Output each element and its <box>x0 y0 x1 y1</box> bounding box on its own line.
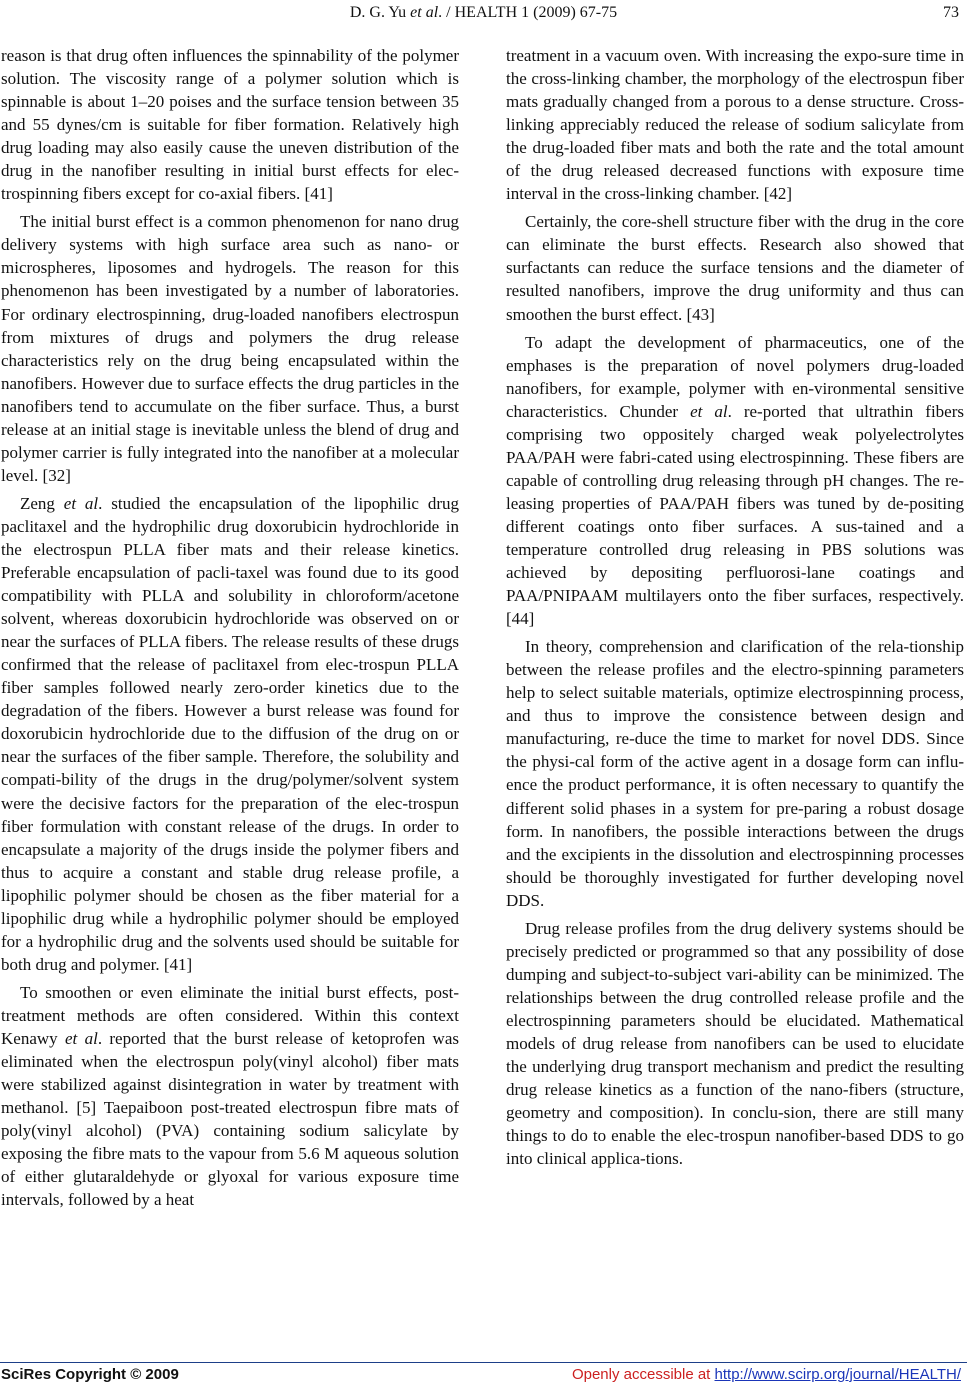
footer-copyright: SciRes Copyright © 2009 <box>1 1366 179 1383</box>
left-column <box>1 44 459 1216</box>
left-paragraph-3 <box>1 492 459 976</box>
paragraph-text: . re-ported that ultrathin fibers comprising two oppositely charged weak polyelectrolytes PAA/PAH were fabri-cated using electrospinning. These fibers are capable of controlling drug releasing through pH changes. The re-leasing properties of PAA/PAH fibers was tuned by de-positing different coatings onto fiber surfaces. A sus-tained and a temperature controlled drug releasing in PBS solutions was achieved by depositing perfluorosi-lane coatings and PAA/PNIPAAM multilayers onto the fiber surfaces, respectively. [44] <box>506 401 964 629</box>
etal-italic: et al <box>64 1028 98 1048</box>
paragraph-text: To adapt the development of pharmaceutics, one of the emphases is the preparation of novel polymers drug-loaded nanofibers, for example, polymer with en-vironmental sensitive characteristics. Chunder <box>506 332 964 421</box>
left-paragraph-4 <box>1 981 459 1211</box>
footer-rule <box>0 1362 967 1363</box>
left-paragraph-2: The initial burst effect is a common phenomenon for nano drug delivery systems with high surface area such as nano- or microspheres, liposomes and hydrogels. The reason for this phenomenon has been investigated by a number of laboratories. For ordinary electrospinning, drug-loaded nanofibers electrospun from mixtures of drugs and polymers the drug release characteristics rely on the drug being encapsulated within the nanofibers. However due to surface effects the drug particles in the nanofibers tend to accumulate on the fiber surface. Thus, a burst release at an initial stage is inevitable unless the blend of drug and polymer carrier is fully integrated into the nanofiber at a molecular level. [32] <box>1 212 459 485</box>
paragraph-text: . studied the encapsulation of the lipophilic drug paclitaxel and the hydrophilic drug doxorubicin hydrochloride in the electrospun PLLA fiber mats and their release kinetics. Preferable encapsulation of pacli-taxel was found due to its good compatibility with PLLA and solubility in chloroform/acetone solvent, whereas doxorubicin hydrochloride was observed on or near the surfaces of PLLA fibers. The release results of these drugs confirmed that the release of paclitaxel from elec-trospun PLLA fiber samples followed nearly zero-order kinetics due to the degradation of the fibers. However a burst release was found for doxorubicin hydrochloride due to the diffusion of the drug on or near the surfaces of the fiber sample. Therefore, the solubility and compati-bility of the drugs in the drug/polymer/solvent system were the decisive factors for the preparation of the elec-trospun fiber formulation with constant release of the drugs. In order to encapsulate a majority of the drugs inside the polymer fibers and thus to acquire a constant and stable drug release profile, a lipophilic polymer should be chosen as the fiber material for a lipophilic drug while a hydrophilic polymer should be employed for a hydrophilic drug and the solvents used should be suitable for both drug and polymer. [41] <box>1 493 459 974</box>
footer-access-text: Openly accessible at <box>571 1366 715 1383</box>
paragraph-text: Zeng <box>20 493 64 513</box>
running-head <box>0 3 967 23</box>
paragraph-text: To smoothen or even eliminate the initial burst effects, post-treatment methods are often considered. Within this context Kenawy <box>1 982 459 1048</box>
paragraph-text: . reported that the burst release of ketoprofen was eliminated when the electrospun poly(vinyl alcohol) fiber mats were stabilized against disintegration in water by treatment with methanol. [5] Taepaiboon post-treated electrospun fibre mats of poly(vinyl alcohol) (PVA) containing sodium salicylate by exposing the fibre mats to the vapour from 5.6 M aqueous solution of either glutaraldehyde or glyoxal for various exposure time intervals, followed by a heat <box>1 1028 459 1210</box>
right-column <box>506 44 964 1175</box>
right-paragraph-1: treatment in a vacuum oven. With increasing the expo-sure time in the cross-linking chamber, the morphology of the electrospun fiber mats gradually changed from a porous to a dense structure. Cross-linking appreciably reduced the release of sodium salicylate from the drug-loaded fiber mats and both the rate and the total amount of the drug released decreased functions with exposure time interval in the cross-linking chamber. [42] <box>506 46 964 204</box>
right-paragraph-3 <box>506 331 964 631</box>
left-paragraph-1: reason is that drug often influences the spinnability of the polymer solution. The viscosity range of a polymer solution which is spinnable is about 1–20 poises and the surface tension between 35 and 55 dynes/cm is suitable for fiber formation. Relatively high drug loading may also easily cause the uneven distribution of the drug in the nanofiber resulting in initial burst effects for elec-trospinning fibers except for co-axial fibers. [41] <box>1 46 459 204</box>
running-head-citation: . / HEALTH 1 (2009) 67-75 <box>438 4 618 21</box>
running-head-author: D. G. Yu <box>349 4 411 21</box>
footer-access <box>572 1366 961 1383</box>
running-head-etal: et al <box>410 4 439 21</box>
etal-italic: et al <box>690 401 728 421</box>
right-paragraph-2: Certainly, the core-shell structure fiber with the drug in the core can eliminate the burst effects. Research also showed that surfactants can reduce the surface tensions and the diameter of resulted nanofibers, improve the drug uniformity and thus can smoothen the burst effect. [43] <box>506 212 964 324</box>
etal-italic: et al <box>63 493 99 513</box>
right-paragraph-5: Drug release profiles from the drug delivery systems should be precisely predicted or programmed so that any possibility of dose dumping and subject-to-subject vari-ability can be minimized. The relationships between the drug controlled release profile and the electrospinning parameters should be elucidated. Mathematical models of drug release from nanofibers can be used to elucidate the underlying drug transport mechanism and predict the resulting drug release kinetics as a function of the nano-fibers (structure, geometry and composition). In conclu-sion, there are still many things to do to enable the elec-trospun nanofiber-based DDS to go into clinical applica-tions. <box>506 918 964 1169</box>
journal-link[interactable]: http://www.scirp.org/journal/HEALTH/ <box>714 1366 961 1383</box>
right-paragraph-4: In theory, comprehension and clarification of the rela-tionship between the release profiles and the electro-spinning parameters help to select suitable materials, optimize electrospinning process, and thus to improve the consistence between design and manufacturing, re-duce the time to market for novel DDS. Since the physi-cal form of the active agent in a dosage form can influ-ence the product performance, it is often necessary to quantify the different solid phases in a system for pre-paring a robust dosage form. In nanofibers, the possible interactions between the drugs and the excipients in the dissolution and electrospinning processes should be thoroughly investigated for further developing novel DDS. <box>506 637 964 910</box>
page-number: 73 <box>943 4 959 21</box>
